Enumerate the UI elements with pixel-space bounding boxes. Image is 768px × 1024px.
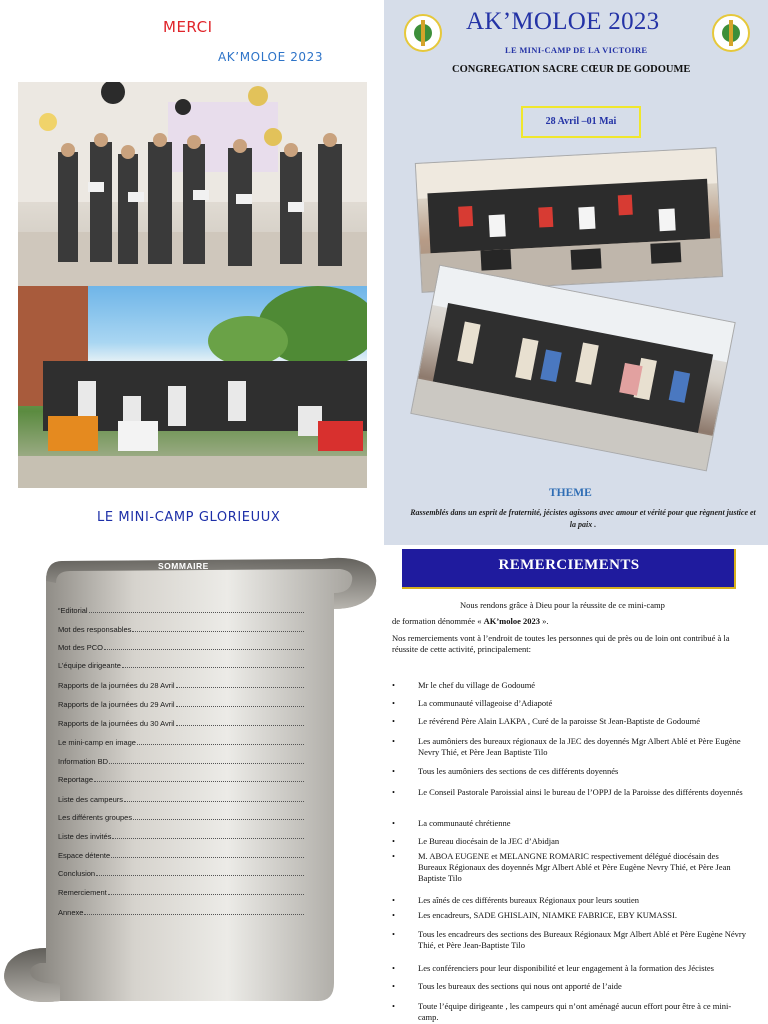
toc-leader-dots xyxy=(137,743,304,745)
toc-row xyxy=(58,905,304,917)
toc-row xyxy=(58,678,304,690)
sommaire-title: SOMMAIRE xyxy=(158,561,209,571)
toc-leader-dots xyxy=(94,780,304,782)
toc-leader-dots xyxy=(122,666,304,668)
intro-2-suffix: ». xyxy=(540,616,549,626)
toc-row xyxy=(58,866,304,878)
toc-leader-dots xyxy=(176,705,304,707)
group-photo-outdoor xyxy=(18,286,367,488)
group-photo-indoor-illustration xyxy=(18,82,367,286)
toc-leader-dots xyxy=(176,686,304,688)
toc-leader-dots xyxy=(176,724,304,726)
bullet-icon: • xyxy=(392,929,395,939)
bullet-icon: • xyxy=(392,963,395,973)
toc-label: Mot des responsables xyxy=(58,625,132,634)
toc-label: Le mini-camp en image xyxy=(58,738,136,747)
list-item-text: Tous les aumôniers des sections de ces différents doyennés xyxy=(418,766,619,776)
remerciements-title: REMERCIEMENTS xyxy=(498,557,640,573)
brand-subheading: AK’MOLOE 2023 xyxy=(218,50,324,64)
toc-label: Liste des campeurs xyxy=(58,795,124,804)
toc-row xyxy=(58,716,304,728)
toc-label: Conclusion xyxy=(58,869,96,878)
cover-subtitle: LE MINI-CAMP DE LA VICTOIRE xyxy=(505,45,648,55)
toc-row xyxy=(58,772,304,784)
toc-row xyxy=(58,735,304,747)
bullet-icon: • xyxy=(392,736,395,746)
toc-leader-dots xyxy=(84,913,304,915)
list-item-text: Le révérend Père Alain LAKPA , Curé de la paroisse St Jean-Baptiste de Godoumé xyxy=(418,716,701,726)
toc-leader-dots xyxy=(132,630,304,632)
intro-2-prefix: de formation dénommée « xyxy=(392,616,484,626)
bullet-icon: • xyxy=(392,836,395,846)
list-item-text: Les conférenciers pour leur disponibilité et leur engagement à la formation des Jécistes xyxy=(418,963,714,973)
congregation-name: CONGREGATION SACRE CŒUR DE GODOUME xyxy=(452,64,691,75)
list-item-text: M. ABOA EUGENE et MELANGNE ROMARIC respectivement délégué diocésain des Bureaux Régionaux des doyennés Mgr Albert Ablé et Père Eugène Nevry Thié, et Père Jean Baptiste Tilo xyxy=(418,851,731,883)
toc-row xyxy=(58,640,304,652)
bullet-icon: • xyxy=(392,1001,395,1011)
toc-label: Les différents groupes xyxy=(58,813,133,822)
list-item-text: Tous les encadreurs des sections des Bureaux Régionaux Mgr Albert Ablé et Père Eugène Névry Thié, et Père Jean-Baptiste Tilo xyxy=(418,929,746,950)
event-dates: 28 Avril –01 Mai xyxy=(521,106,641,138)
toc-label: Rapports de la journées du 28 Avril xyxy=(58,681,175,690)
toc-label: Rapports de la journées du 30 Avril xyxy=(58,719,175,728)
intro-paragraph-3: Nos remerciements vont à l’endroit de toutes les personnes qui de près ou de loin ont contribué à la réussite de cette activité, principalement: xyxy=(392,633,730,654)
list-item-text: Tous les bureaux des sections qui nous ont apporté de l’aide xyxy=(418,981,622,991)
toc-row xyxy=(58,829,304,841)
list-item-text: Le Conseil Pastorale Paroissial ainsi le bureau de l’OPPJ de la Paroisse des différents doyennés xyxy=(418,787,743,797)
toc-leader-dots xyxy=(111,856,304,858)
toc-label: Mot des PCO xyxy=(58,643,104,652)
photo-caption: LE MINI-CAMP GLORIEUUX xyxy=(97,510,281,525)
toc-label: L’équipe dirigeante xyxy=(58,661,121,670)
bullet-icon: • xyxy=(392,981,395,991)
toc-label: Rapports de la journées du 29 Avril xyxy=(58,700,175,709)
bullet-icon: • xyxy=(392,818,395,828)
bullet-icon: • xyxy=(392,910,395,920)
group-photo-outdoor-illustration xyxy=(18,286,367,488)
toc-row xyxy=(58,885,304,897)
toc-label: Reportage xyxy=(58,775,94,784)
toc-row xyxy=(58,754,304,766)
group-photo-indoor xyxy=(18,82,367,286)
bullet-icon: • xyxy=(392,680,395,690)
toc-leader-dots xyxy=(89,611,304,613)
bullet-icon: • xyxy=(392,895,395,905)
toc-row xyxy=(58,810,304,822)
toc-leader-dots xyxy=(96,874,304,876)
toc-row xyxy=(58,622,304,634)
toc-row xyxy=(58,658,304,670)
list-item-text: Mr le chef du village de Godoumé xyxy=(418,680,536,690)
cover-title: AK’MOLOE 2023 xyxy=(466,8,660,35)
toc-row xyxy=(58,792,304,804)
toc-leader-dots xyxy=(109,762,304,764)
merci-heading: MERCI xyxy=(163,18,213,36)
list-item-text: Toute l’équipe dirigeante , les campeurs qui n’ont aménagé aucun effort pour être à ce mini-camp. xyxy=(418,1001,732,1022)
list-item-text: Le Bureau diocésain de la JEC d’Abidjan xyxy=(418,836,560,846)
toc-leader-dots xyxy=(124,800,304,802)
list-item-text: La communauté chrétienne xyxy=(418,818,511,828)
toc-label: “Editorial xyxy=(58,606,88,615)
toc-label: Liste des invités xyxy=(58,832,112,841)
list-item-text: Les aînés de ces différents bureaux Régionaux pour leurs soutien xyxy=(418,895,640,905)
theme-label: THEME xyxy=(549,487,592,499)
logo-left-icon xyxy=(404,14,442,52)
toc-leader-dots xyxy=(133,818,304,820)
list-item-text: Les aumôniers des bureaux régionaux de la JEC des doyennés Mgr Albert Ablé et Père Eugène Nevry Thié, et Père Jean Baptiste Tilo xyxy=(418,736,741,757)
list-item-text: Les encadreurs, SADE GHISLAIN, NIAMKE FABRICE, EBY KUMASSI. xyxy=(418,910,677,920)
toc-label: Remerciement xyxy=(58,888,107,897)
bullet-icon: • xyxy=(392,698,395,708)
logo-right-icon xyxy=(712,14,750,52)
theme-text: Rassemblés dans un esprit de fraternité, jécistes agissons avec amour et vérité pour que règnent justice et la paix . xyxy=(410,508,756,529)
toc-row xyxy=(58,603,304,615)
toc-row xyxy=(58,697,304,709)
bullet-icon: • xyxy=(392,766,395,776)
toc-leader-dots xyxy=(108,893,304,895)
toc-label: Espace détente xyxy=(58,851,111,860)
toc-leader-dots xyxy=(112,837,304,839)
intro-paragraph-2 xyxy=(392,616,752,627)
bullet-icon: • xyxy=(392,851,395,861)
bullet-icon: • xyxy=(392,787,395,797)
bullet-icon: • xyxy=(392,716,395,726)
toc-leader-dots xyxy=(104,648,304,650)
toc-label: Annexe xyxy=(58,908,84,917)
toc-label: Information BD xyxy=(58,757,109,766)
list-item-text: La communauté villageoise d’Adiapoté xyxy=(418,698,553,708)
toc-row xyxy=(58,848,304,860)
intro-2-name: AK’moloe 2023 xyxy=(483,616,541,626)
intro-paragraph-1: Nous rendons grâce à Dieu pour la réussite de ce mini-camp xyxy=(460,600,665,610)
